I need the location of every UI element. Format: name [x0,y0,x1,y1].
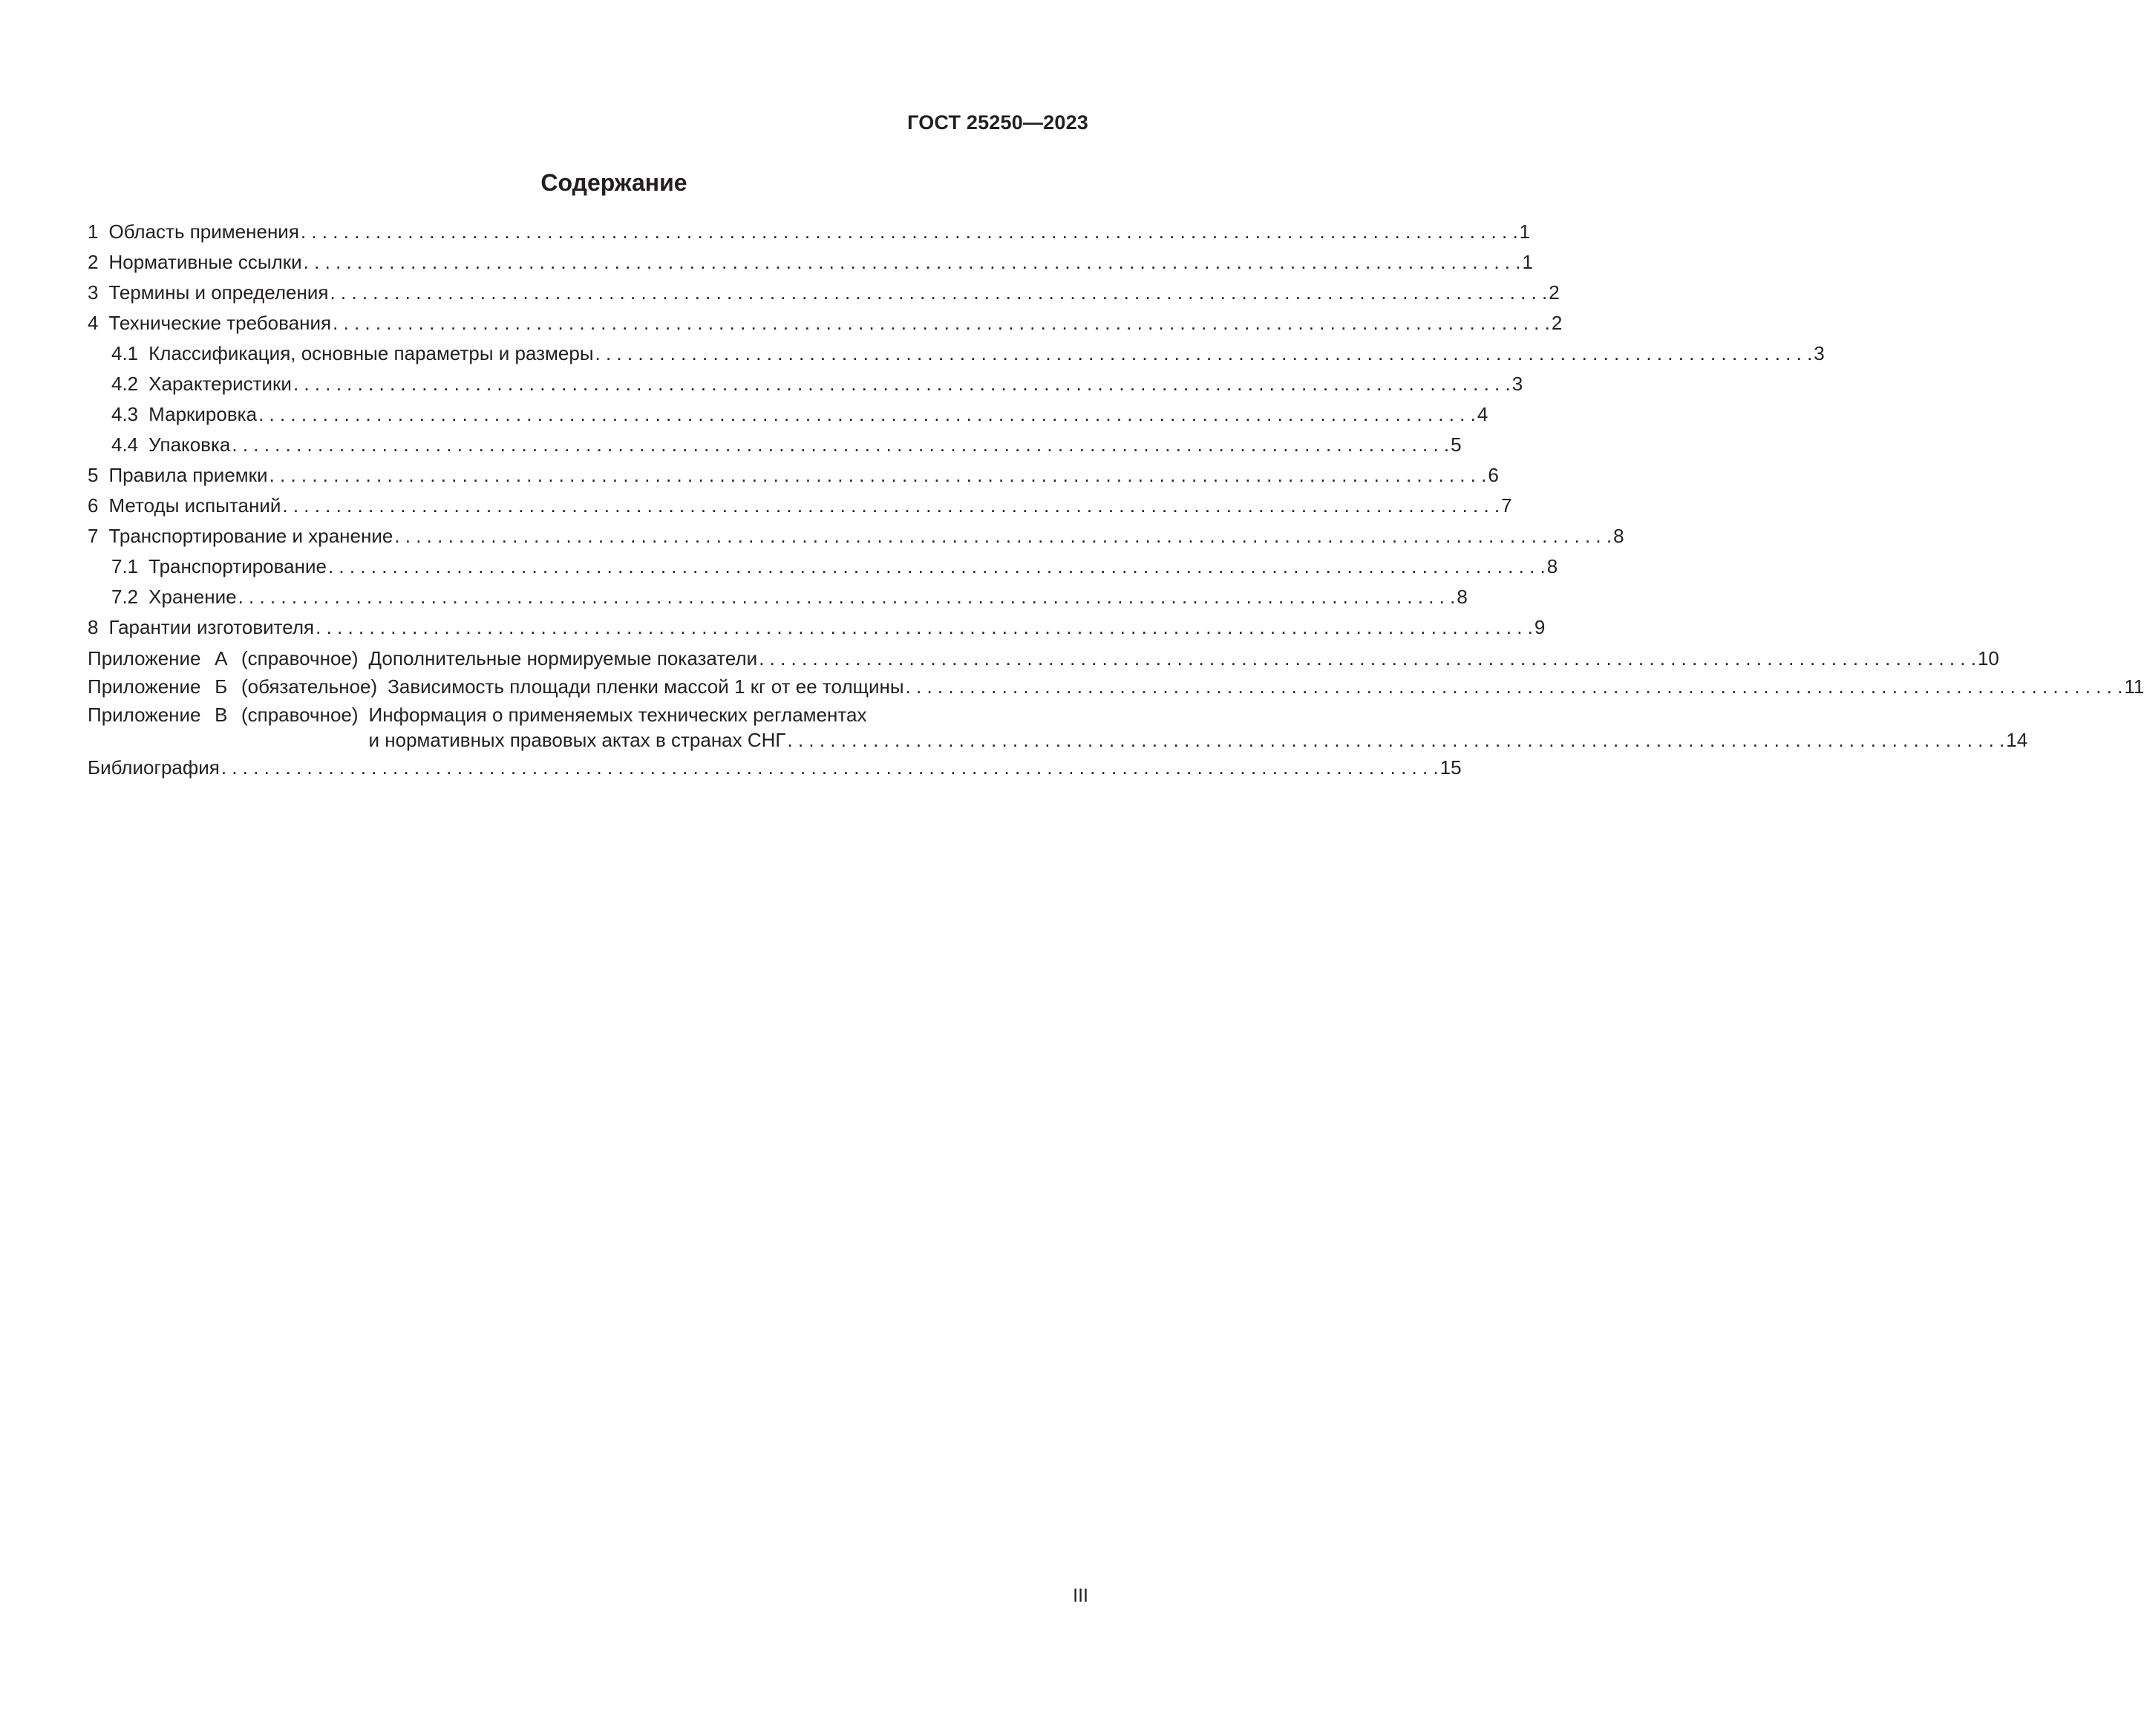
dot-leader [238,582,1456,612]
toc-appendix-v[interactable] [88,699,2028,753]
toc-entry-number: 4.2 [111,373,139,395]
dot-leader [258,399,1476,430]
toc-entry-number: 2 [88,251,99,273]
toc-entry-label: Хранение [148,586,237,608]
toc-entry-number: 7 [88,525,99,547]
dot-leader [394,521,1612,551]
table-of-contents [88,217,2144,783]
appendix-word: Приложение [88,647,201,669]
appendix-title [369,702,2028,753]
toc-entry-label: Технические требования [108,312,332,334]
toc-entry-label: Транспортирование и хранение [108,525,393,547]
appendix-title-line [369,646,1999,671]
toc-entry-number: 7.2 [111,586,139,608]
appendix-heading [88,646,369,671]
page-number: III [1073,1585,1088,1606]
toc-entry-page: 6 [1488,464,1499,486]
toc-title: Содержание [540,169,687,196]
toc-entry-label: Транспортирование [148,555,327,577]
toc-entry-page: 1 [1522,251,1533,273]
dot-leader [282,491,1500,521]
toc-entry-page: 3 [1511,373,1523,395]
toc-entry-4-4[interactable] [88,430,1462,460]
toc-entry-page: 11 [2124,675,2144,698]
dot-leader [595,338,1813,369]
dot-leader [232,430,1449,460]
toc-entry-label: Термины и определения [108,281,329,304]
toc-entry-label: Правила приемки [108,464,268,486]
appendix-kind: (обязательное) [241,675,378,698]
appendix-letter: Б [215,675,228,698]
dot-leader [304,247,1521,278]
toc-entry-label: Упаковка [148,433,231,456]
toc-entry-7[interactable] [88,521,1624,551]
appendix-title-text: и нормативных правовых актах в странах СНГ [368,729,786,751]
appendix-word: Приложение [88,704,201,726]
toc-entry-number: 8 [88,616,99,638]
toc-entry-page: 1 [1519,220,1531,243]
toc-entry-3[interactable] [88,278,1560,308]
appendix-heading [88,674,388,699]
toc-entry-page: 2 [1551,312,1563,334]
toc-entry-number: 1 [88,220,99,243]
dot-leader [333,308,1550,338]
toc-entry-4-1[interactable] [88,338,1825,369]
toc-entry-6[interactable] [88,491,1512,521]
document-standard-id: ГОСТ 25250—2023 [907,111,1088,134]
toc-entry-page: 4 [1477,403,1488,425]
appendix-letter: В [215,704,228,726]
toc-entry-5[interactable] [88,460,1499,491]
toc-entry-number: 6 [88,494,99,517]
toc-entry-2[interactable] [88,247,1533,278]
toc-entry-number: 7.1 [111,555,139,577]
toc-entry-page: 2 [1549,281,1560,304]
toc-entry-page: 7 [1501,494,1512,517]
appendix-letter: А [215,647,228,669]
toc-entry-4-2[interactable] [88,369,1523,399]
toc-entry-label: Классификация, основные параметры и размеры [148,342,594,364]
dot-leader [759,646,1976,671]
toc-bibliography[interactable] [88,753,1462,783]
toc-entry-page: 15 [1439,756,1462,779]
appendix-kind: (справочное) [241,647,359,669]
dot-leader [269,460,1487,491]
toc-entry-number: 4.3 [111,403,139,425]
toc-entry-page: 9 [1534,616,1546,638]
toc-entry-label: Область применения [108,220,299,243]
toc-appendix-a[interactable] [88,643,1999,671]
toc-entry-page: 8 [1613,525,1624,547]
toc-entry-7-1[interactable] [88,551,1558,582]
toc-entry-4-3[interactable] [88,399,1488,430]
appendix-kind: (справочное) [241,704,359,726]
appendix-title-line [369,702,2028,727]
toc-entry-number: 5 [88,464,99,486]
toc-entry-label: Характеристики [148,373,292,395]
toc-entry-7-2[interactable] [88,582,1468,612]
toc-entry-label: Нормативные ссылки [108,251,302,273]
dot-leader [330,278,1547,308]
dot-leader [788,727,2005,753]
toc-entry-label: Библиография [88,756,220,779]
toc-entry-number: 4 [88,312,99,334]
toc-entry-page: 8 [1457,586,1468,608]
toc-entry-1[interactable] [88,217,1531,247]
appendix-title-line [369,727,2028,753]
toc-entry-page: 5 [1451,433,1462,456]
toc-entry-number: 4.1 [111,342,139,364]
appendix-heading [88,702,369,727]
dot-leader [328,551,1546,582]
toc-entry-label: Маркировка [148,403,258,425]
appendix-title-text: Зависимость площади пленки массой 1 кг от ее толщины [388,675,904,698]
toc-entry-number: 4.4 [111,433,139,456]
toc-appendix-b[interactable] [88,671,2144,699]
appendix-title-line [388,674,2144,699]
toc-entry-page: 14 [2006,729,2028,751]
dot-leader [293,369,1511,399]
toc-entry-number: 3 [88,281,99,304]
dot-leader [301,217,1518,247]
toc-entry-8[interactable] [88,612,1546,643]
appendix-title [369,646,1999,671]
toc-entry-page: 10 [1977,647,1999,669]
appendix-title-text: Дополнительные нормируемые показатели [368,647,758,669]
dot-leader [221,753,1439,783]
toc-entry-label: Методы испытаний [108,494,281,517]
appendix-title-text: Информация о применяемых технических регламентах [368,704,867,726]
appendix-title [388,674,2144,699]
toc-entry-label: Гарантии изготовителя [108,616,315,638]
toc-entry-4[interactable] [88,308,1563,338]
toc-entry-page: 8 [1546,555,1558,577]
toc-entry-page: 3 [1814,342,1825,364]
dot-leader [316,612,1533,643]
dot-leader [906,674,2123,699]
appendix-word: Приложение [88,675,201,698]
